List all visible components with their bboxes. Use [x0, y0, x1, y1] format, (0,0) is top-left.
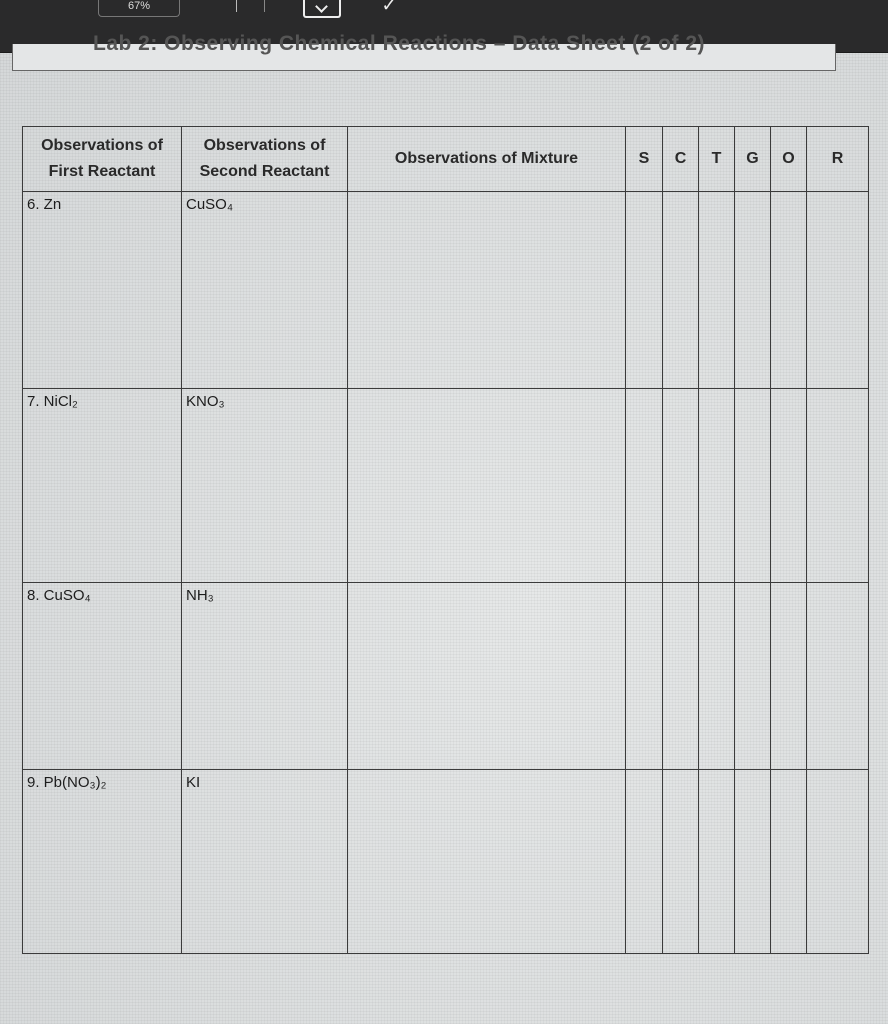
table-row	[23, 389, 869, 583]
code-cell[interactable]	[735, 191, 771, 389]
code-cell[interactable]	[771, 582, 807, 770]
code-cell[interactable]	[626, 582, 663, 770]
code-cell[interactable]	[699, 582, 735, 770]
reactant-label: 9. Pb(NO₃)₂	[27, 774, 107, 792]
toolbar-divider	[264, 0, 265, 12]
mixture-cell[interactable]	[348, 191, 626, 389]
reactant-label: CuSO₄	[186, 195, 233, 213]
code-cell[interactable]	[771, 191, 807, 389]
first-reactant-cell[interactable]	[23, 582, 182, 770]
zoom-level[interactable]: 67%	[98, 0, 180, 17]
code-cell[interactable]	[771, 389, 807, 583]
code-cell[interactable]	[699, 770, 735, 954]
header-first-reactant	[23, 127, 182, 192]
observations-table	[22, 126, 869, 954]
header-line: Observations of	[41, 136, 163, 154]
page-title: Lab 2: Observing Chemical Reactions – Data Sheet (2 of 2)	[93, 32, 705, 55]
reactant-label: 8. CuSO₄	[27, 586, 91, 604]
reactant-label: NH₃	[186, 586, 214, 604]
code-cell[interactable]	[807, 389, 869, 583]
code-cell[interactable]	[699, 389, 735, 583]
header-code-s: S	[626, 127, 663, 192]
second-reactant-cell[interactable]	[182, 770, 348, 954]
first-reactant-cell[interactable]	[23, 770, 182, 954]
code-cell[interactable]	[735, 770, 771, 954]
table-row	[23, 770, 869, 954]
code-cell[interactable]	[626, 191, 663, 389]
reactant-label: 6. Zn	[27, 195, 62, 213]
header-code-t: T	[699, 127, 735, 192]
mixture-cell[interactable]	[348, 582, 626, 770]
table-row	[23, 582, 869, 770]
code-cell[interactable]	[626, 389, 663, 583]
second-reactant-cell[interactable]	[182, 582, 348, 770]
document-header	[12, 32, 836, 71]
second-reactant-cell[interactable]	[182, 389, 348, 583]
code-cell[interactable]	[663, 770, 699, 954]
header-row	[23, 127, 869, 192]
reactant-label: KI	[186, 774, 201, 792]
header-line: First Reactant	[48, 162, 156, 180]
mixture-cell[interactable]	[348, 389, 626, 583]
download-icon[interactable]	[303, 0, 341, 18]
first-reactant-cell[interactable]	[23, 389, 182, 583]
header-line: Second Reactant	[199, 162, 330, 180]
code-cell[interactable]	[771, 770, 807, 954]
header-line: Observations of	[203, 136, 326, 154]
first-reactant-cell[interactable]	[23, 191, 182, 389]
header-mixture: Observations of Mixture	[348, 127, 626, 192]
code-cell[interactable]	[807, 770, 869, 954]
code-cell[interactable]	[663, 389, 699, 583]
toolbar-divider	[236, 0, 237, 12]
header-code-o: O	[771, 127, 807, 192]
table-row	[23, 191, 869, 389]
code-cell[interactable]	[807, 582, 869, 770]
code-cell[interactable]	[699, 191, 735, 389]
checkmark-icon[interactable]: ✓	[381, 0, 397, 15]
second-reactant-cell[interactable]	[182, 191, 348, 389]
code-cell[interactable]	[626, 770, 663, 954]
header-code-c: C	[663, 127, 699, 192]
mixture-cell[interactable]	[348, 770, 626, 954]
reactant-label: KNO₃	[186, 393, 225, 411]
code-cell[interactable]	[735, 389, 771, 583]
data-sheet	[22, 126, 868, 954]
code-cell[interactable]	[735, 582, 771, 770]
reactant-label: 7. NiCl₂	[27, 393, 78, 411]
code-cell[interactable]	[663, 582, 699, 770]
header-code-r: R	[807, 127, 869, 192]
header-code-g: G	[735, 127, 771, 192]
code-cell[interactable]	[807, 191, 869, 389]
header-second-reactant	[182, 127, 348, 192]
code-cell[interactable]	[663, 191, 699, 389]
